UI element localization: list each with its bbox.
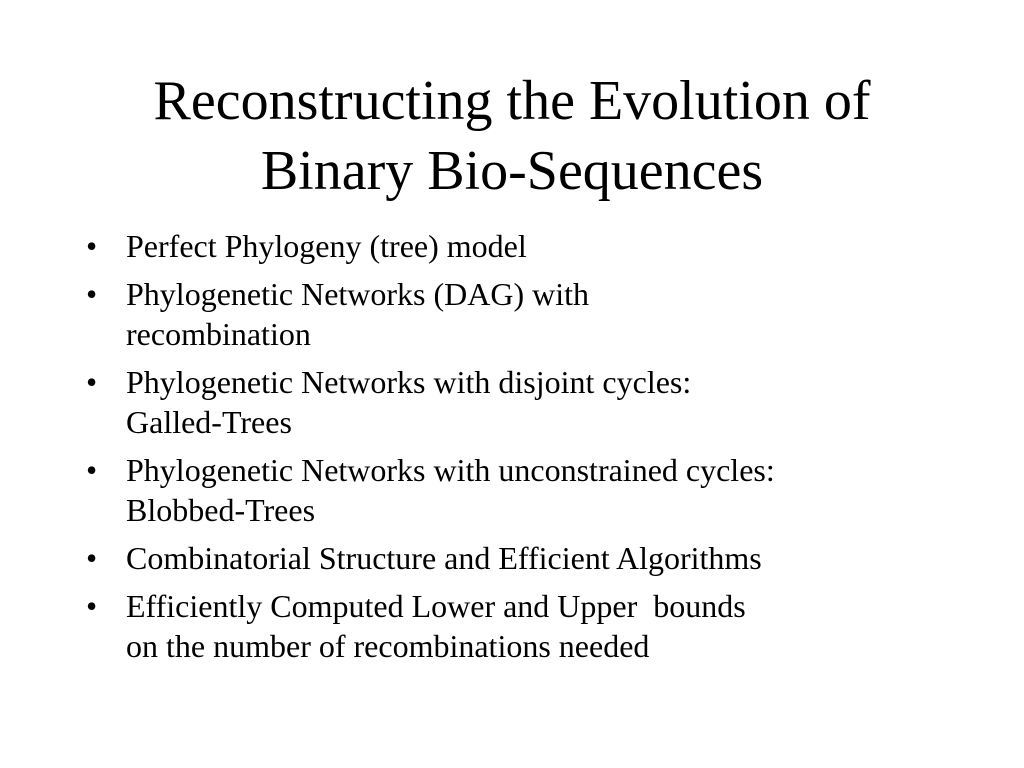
- bullet-item-phylogenetic-networks-dag: [86, 274, 956, 354]
- slide-title: [60, 66, 964, 206]
- bullet-icon: •: [86, 276, 98, 312]
- bullet-icon: •: [86, 540, 98, 576]
- bullet-icon: •: [86, 228, 98, 264]
- slide-title-line-2: Binary Bio-Sequences: [260, 140, 764, 202]
- bullet-text: Phylogenetic Networks (DAG) with recombination: [126, 276, 590, 352]
- bullet-icon: •: [86, 452, 98, 488]
- bullet-text: Phylogenetic Networks with disjoint cycles: Galled-Trees: [126, 364, 692, 440]
- bullet-text: Efficiently Computed Lower and Upper bounds on the number of recombinations needed: [126, 588, 746, 664]
- bullet-icon: •: [86, 588, 98, 624]
- bullet-item-blobbed-trees: [86, 450, 956, 530]
- bullet-item-recombination-bounds: [86, 586, 956, 666]
- bullet-item-perfect-phylogeny: [86, 226, 956, 266]
- bullet-text: Phylogenetic Networks with unconstrained cycles: Blobbed-Trees: [126, 452, 775, 528]
- bullet-list: [86, 226, 956, 674]
- slide-title-line-1: Reconstructing the Evolution of: [153, 70, 871, 132]
- bullet-text: Perfect Phylogeny (tree) model: [126, 228, 527, 264]
- bullet-text: Combinatorial Structure and Efficient Algorithms: [126, 540, 762, 576]
- bullet-item-combinatorial-structure: [86, 538, 956, 578]
- bullet-icon: •: [86, 364, 98, 400]
- bullet-item-galled-trees: [86, 362, 956, 442]
